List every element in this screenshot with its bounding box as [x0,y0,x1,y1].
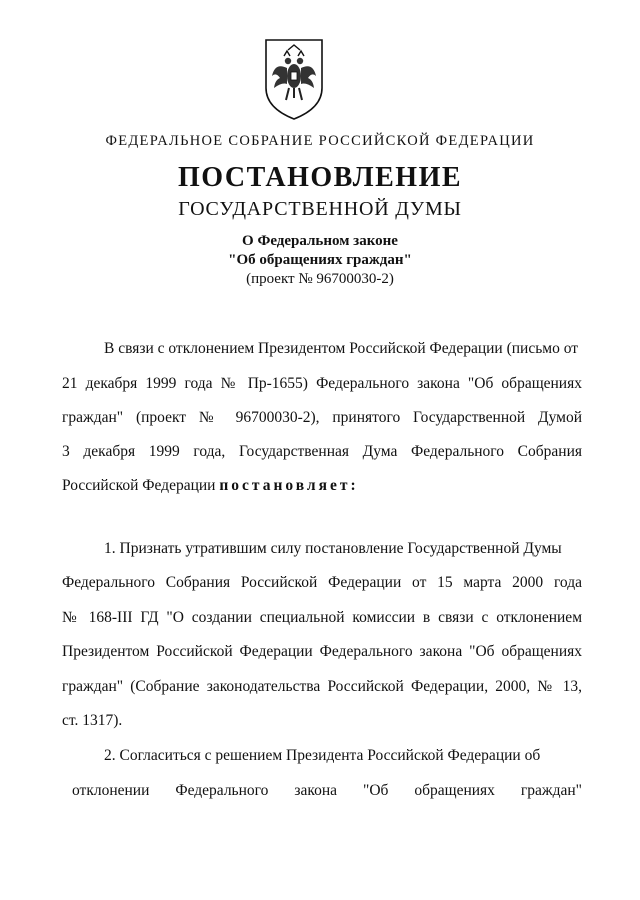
resolves-keyword: постановляет: [219,477,359,494]
item-1-line-3: № 168-III ГД "О создании специальной комиссии в связи с отклонением [62,609,582,626]
paragraph-1-line-1: В связи с отклонением Президентом Российской Федерации (письмо от [104,340,579,357]
paragraph-1-line-2: 21 декабря 1999 года № Пр-1655) Федерального закона "Об обращениях [62,375,582,392]
item-1-line-4: Президентом Российской Федерации Федерального закона "Об обращениях [62,643,582,660]
subject-line-2: "Об обращениях граждан" [228,252,412,268]
subject-line-1: О Федеральном законе [242,233,398,249]
item-1-line-1: 1. Признать утратившим силу постановление Государственной Думы [104,540,562,557]
item-1-line-5: граждан" (Собрание законодательства Российской Федерации, 2000, № 13, [62,678,582,695]
item-2-line-2: отклонении Федерального закона "Об обращениях граждан" [72,782,582,799]
subject-block [0,232,640,289]
paragraph-1-line-5 [62,477,359,495]
item-1-line-2: Федерального Собрания Российской Федерации от 15 марта 2000 года [62,574,582,591]
paragraph-1-line-4: 3 декабря 1999 года, Государственная Дума Федерального Собрания [62,443,582,460]
item-2-line-1: 2. Согласиться с решением Президента Российской Федерации об [104,747,541,764]
document-type-title: ПОСТАНОВЛЕНИЕ [177,162,463,193]
item-1-line-6: ст. 1317). [62,712,123,729]
paragraph-1-line-5-text: Российской Федерации [62,477,216,494]
coat-of-arms-emblem [262,36,326,122]
project-number: (проект № 96700030-2) [246,271,394,287]
issuer-subtitle: ГОСУДАРСТВЕННОЙ ДУМЫ [178,198,462,220]
paragraph-1-line-3: граждан" (проект № 96700030-2), принятого Государственной Думой [62,409,582,426]
parliament-name: ФЕДЕРАЛЬНОЕ СОБРАНИЕ РОССИЙСКОЙ ФЕДЕРАЦИИ [105,133,535,149]
